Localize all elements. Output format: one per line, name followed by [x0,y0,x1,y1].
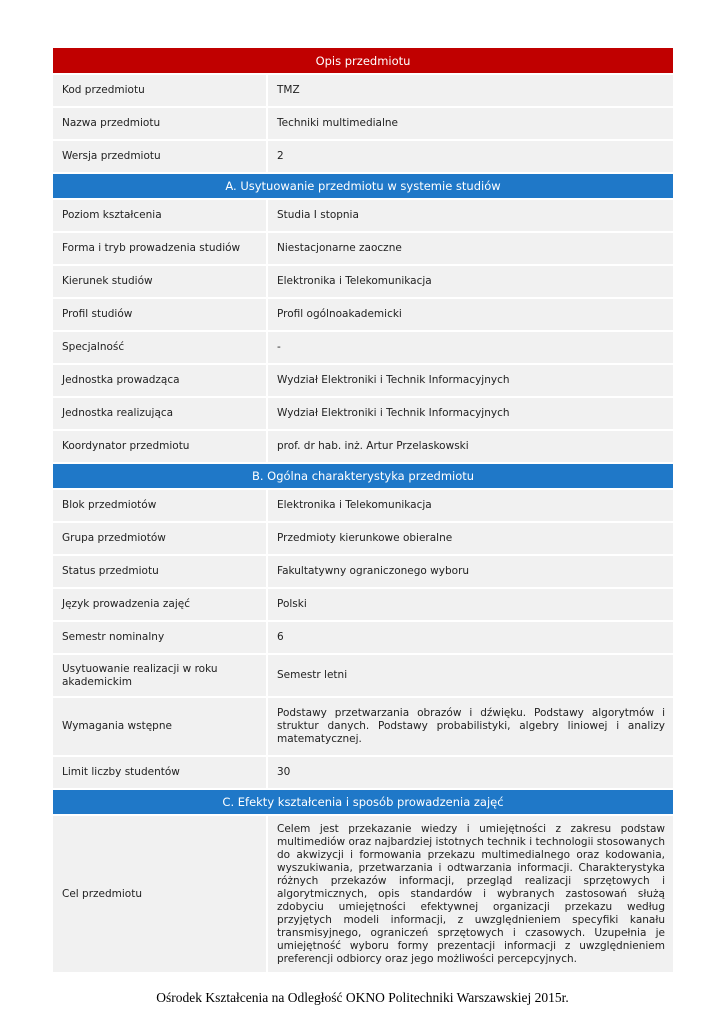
row-key: Język prowadzenia zajęć [53,589,266,620]
row-value: Wydział Elektroniki i Technik Informacyjnych [268,365,673,396]
section-a-header: A. Usytuowanie przedmiotu w systemie studiów [53,174,673,198]
row-key: Nazwa przedmiotu [53,108,266,139]
row-value: - [268,332,673,363]
table-row [53,698,673,755]
course-description-table [53,48,673,974]
row-key: Koordynator przedmiotu [53,431,266,462]
table-title: Opis przedmiotu [53,48,673,73]
row-value: Semestr letni [268,655,673,696]
row-key: Cel przedmiotu [53,816,266,972]
table-row [53,299,673,330]
table-row [53,757,673,788]
table-row [53,75,673,106]
table-row [53,266,673,297]
table-row [53,431,673,462]
row-value: Techniki multimedialne [268,108,673,139]
row-key: Forma i tryb prowadzenia studiów [53,233,266,264]
row-key: Jednostka realizująca [53,398,266,429]
row-value: Podstawy przetwarzania obrazów i dźwięku. Podstawy algorytmów i struktur danych. Podstawy probabilistyki, algebry liniowej i analizy matematycznej. [277,707,665,745]
row-key: Wymagania wstępne [53,698,266,755]
row-value: Niestacjonarne zaoczne [268,233,673,264]
section-b-header: B. Ogólna charakterystyka przedmiotu [53,464,673,488]
table-row [53,108,673,139]
table-row [53,398,673,429]
row-key: Poziom kształcenia [53,200,266,231]
table-row [53,332,673,363]
row-key: Limit liczby studentów [53,757,266,788]
table-row [53,622,673,653]
row-key: Kod przedmiotu [53,75,266,106]
page-footer: Ośrodek Kształcenia na Odległość OKNO Politechniki Warszawskiej 2015r. [156,990,569,1005]
table-row [53,141,673,172]
row-key: Specjalność [53,332,266,363]
row-key: Semestr nominalny [53,622,266,653]
row-value: Celem jest przekazanie wiedzy i umiejętności z zakresu podstaw multimediów oraz najbardziej istotnych technik i technologii stosowanych do akwizycji i formowania przekazu multimedialnego oraz kodowania, wyszukiwania, przetwarzania i odtwarzania informacji. Charakterystyka różnych przekazów informacji, przegląd realizacji sprzętowych i algorytmicznych, opis standardów i wybranych zastosowań służą zdobyciu umiejętności efektywnej organizacji przekazu według przyjętych modeli informacji, z uwzględnieniem specyfiki kanału transmisyjnego, ograniczeń sprzętowych i czasowych. Uzupełnia je umiejętność wyboru formy prezentacji informacji z uwzględnieniem preferencji odbiorcy oraz jego możliwości percepcyjnych. [277,822,665,965]
table-row [53,655,673,696]
table-row [53,556,673,587]
row-value: Polski [268,589,673,620]
row-value: Fakultatywny ograniczonego wyboru [268,556,673,587]
row-value: Elektronika i Telekomunikacja [268,490,673,521]
row-key: Blok przedmiotów [53,490,266,521]
row-value: Wydział Elektroniki i Technik Informacyjnych [268,398,673,429]
row-value: prof. dr hab. inż. Artur Przelaskowski [268,431,673,462]
row-value: Elektronika i Telekomunikacja [268,266,673,297]
row-key: Wersja przedmiotu [53,141,266,172]
table-row [53,816,673,972]
table-row [53,233,673,264]
table-row [53,490,673,521]
section-c-header: C. Efekty kształcenia i sposób prowadzenia zajęć [53,790,673,814]
table-row [53,589,673,620]
row-key: Jednostka prowadząca [53,365,266,396]
row-value: Przedmioty kierunkowe obieralne [268,523,673,554]
table-row [53,200,673,231]
row-value: 6 [268,622,673,653]
row-key: Grupa przedmiotów [53,523,266,554]
row-value: Studia I stopnia [268,200,673,231]
row-value: 30 [268,757,673,788]
row-key: Kierunek studiów [53,266,266,297]
row-key: Usytuowanie realizacji w roku akademickim [53,655,266,696]
row-value: Profil ogólnoakademicki [268,299,673,330]
row-value: TMZ [268,75,673,106]
table-row [53,523,673,554]
row-key: Status przedmiotu [53,556,266,587]
table-row [53,365,673,396]
row-key: Profil studiów [53,299,266,330]
row-value: 2 [268,141,673,172]
